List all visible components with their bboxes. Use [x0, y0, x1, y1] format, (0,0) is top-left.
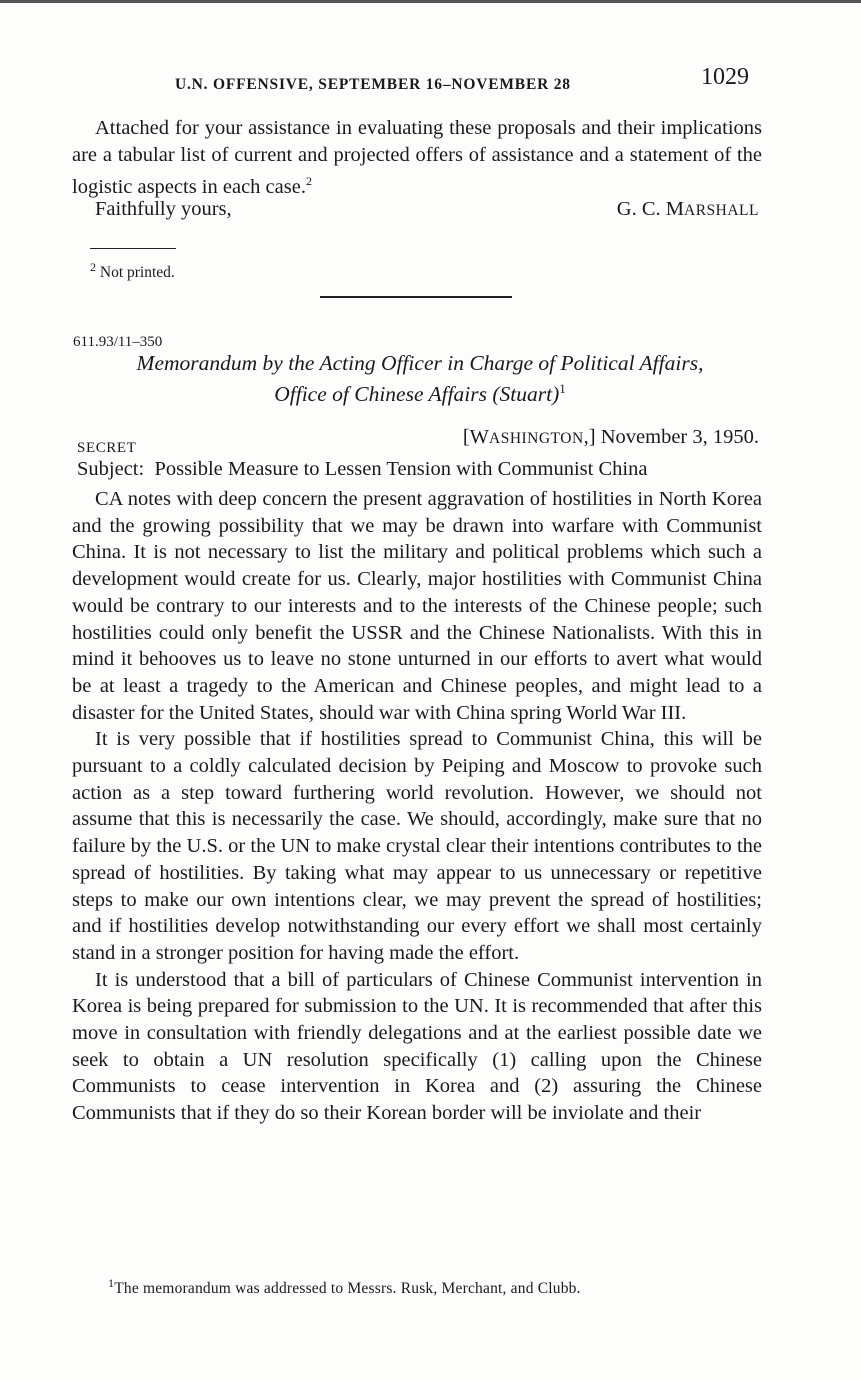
document-date: November 3, 1950.	[600, 426, 759, 448]
footnote-ref-2: 2	[305, 174, 312, 189]
intro-paragraph-block	[72, 115, 762, 201]
intro-paragraph-text: Attached for your assistance in evaluating these proposals and their implications are a tabular list of current and projected offers of assistance and a statement of the logistic aspects in each case.	[72, 117, 762, 199]
section-divider-rule	[320, 296, 512, 298]
footnote-not-printed	[90, 260, 175, 282]
body-paragraph-1: CA notes with deep concern the present aggravation of hostilities in North Korea and the growing possibility that we may be drawn into warfare with Communist China. It is not necessary to list the military and political problems which such a development would create for us. Clearly, major hostilities with Communist China would be contrary to our interests and to the interests of the Chinese people; such hostilities could only benefit the USSR and the Chinese Nationalists. With this in mind it behooves us to leave no stone unturned in our efforts to avert what would be at least a tragedy to the American and Chinese peoples, and might lead to a disaster for the United States, should war with China spring World War III.	[72, 488, 762, 724]
signature	[617, 198, 759, 221]
signature-initials: G. C. M	[616, 198, 685, 220]
place-smallcaps: ASHINGTON	[489, 430, 584, 447]
place-and-date	[463, 426, 759, 449]
intro-paragraph	[72, 115, 762, 201]
footnote-marker-1: 1	[108, 1276, 115, 1290]
footnote-addressees	[108, 1276, 581, 1298]
subject-text: Possible Measure to Lessen Tension with Communist China	[154, 458, 648, 480]
footnote-2-text: Not printed.	[99, 264, 175, 282]
letter-closing	[72, 198, 762, 228]
complimentary-close: Faithfully yours,	[95, 198, 232, 220]
footnote-marker-2: 2	[90, 260, 96, 274]
heading-line-2	[60, 376, 780, 407]
page-number: 1029	[701, 64, 749, 90]
body-paragraph-2: It is very possible that if hostilities spread to Communist China, this will be pursuant to a coldly calculated decision by Peiping and Moscow to provoke such action as a step toward furthering world revolution. However, we should not assume that this is necessarily the case. We should, accordingly, make sure that no failure by the U.S. or the UN to make crystal clear their intentions contributes to the spread of hostilities. By taking what may appear to us unnecessary or repetitive steps to make our own intentions clear, we may prevent the spread of hostilities; and if hostilities develop notwithstanding our every effort we shall most certainly stand in a stronger position for having made the effort.	[72, 728, 762, 964]
place-open: [W	[462, 426, 489, 448]
footnote-separator-rule	[90, 248, 176, 249]
footnote-1-text: The memorandum was addressed to Messrs. Rusk, Merchant, and Clubb.	[114, 1280, 581, 1298]
dateline	[72, 426, 762, 454]
place-close: ,]	[583, 426, 596, 448]
subject-line	[77, 458, 647, 481]
heading-line-1: Memorandum by the Acting Officer in Charge of Political Affairs,	[136, 351, 704, 375]
signature-surname-smallcaps: ARSHALL	[684, 202, 759, 219]
body-paragraph-3: It is understood that a bill of particulars of Chinese Communist intervention in Korea is being prepared for submission to the UN. It is recommended that after this move in consultation with friendly delegations and at the earliest possible date we seek to obtain a UN resolution specifically (1) calling upon the Chinese Communists to cease intervention in Korea and (2) assuring the Chinese Communists that if they do so their Korean border will be inviolate and their	[72, 968, 762, 1125]
footnote-ref-1: 1	[559, 381, 566, 396]
subject-label: Subject:	[77, 458, 145, 480]
classification-marking: SECRET	[77, 440, 137, 456]
running-head-title: U.N. OFFENSIVE, SEPTEMBER 16–NOVEMBER 28	[175, 76, 571, 93]
page-top-edge	[0, 0, 861, 3]
running-head	[0, 62, 861, 96]
heading-line-2-text: Office of Chinese Affairs (Stuart)	[274, 382, 560, 407]
memorandum-body	[72, 486, 762, 1127]
document-heading	[60, 350, 780, 407]
file-number: 611.93/11–350	[73, 334, 163, 350]
